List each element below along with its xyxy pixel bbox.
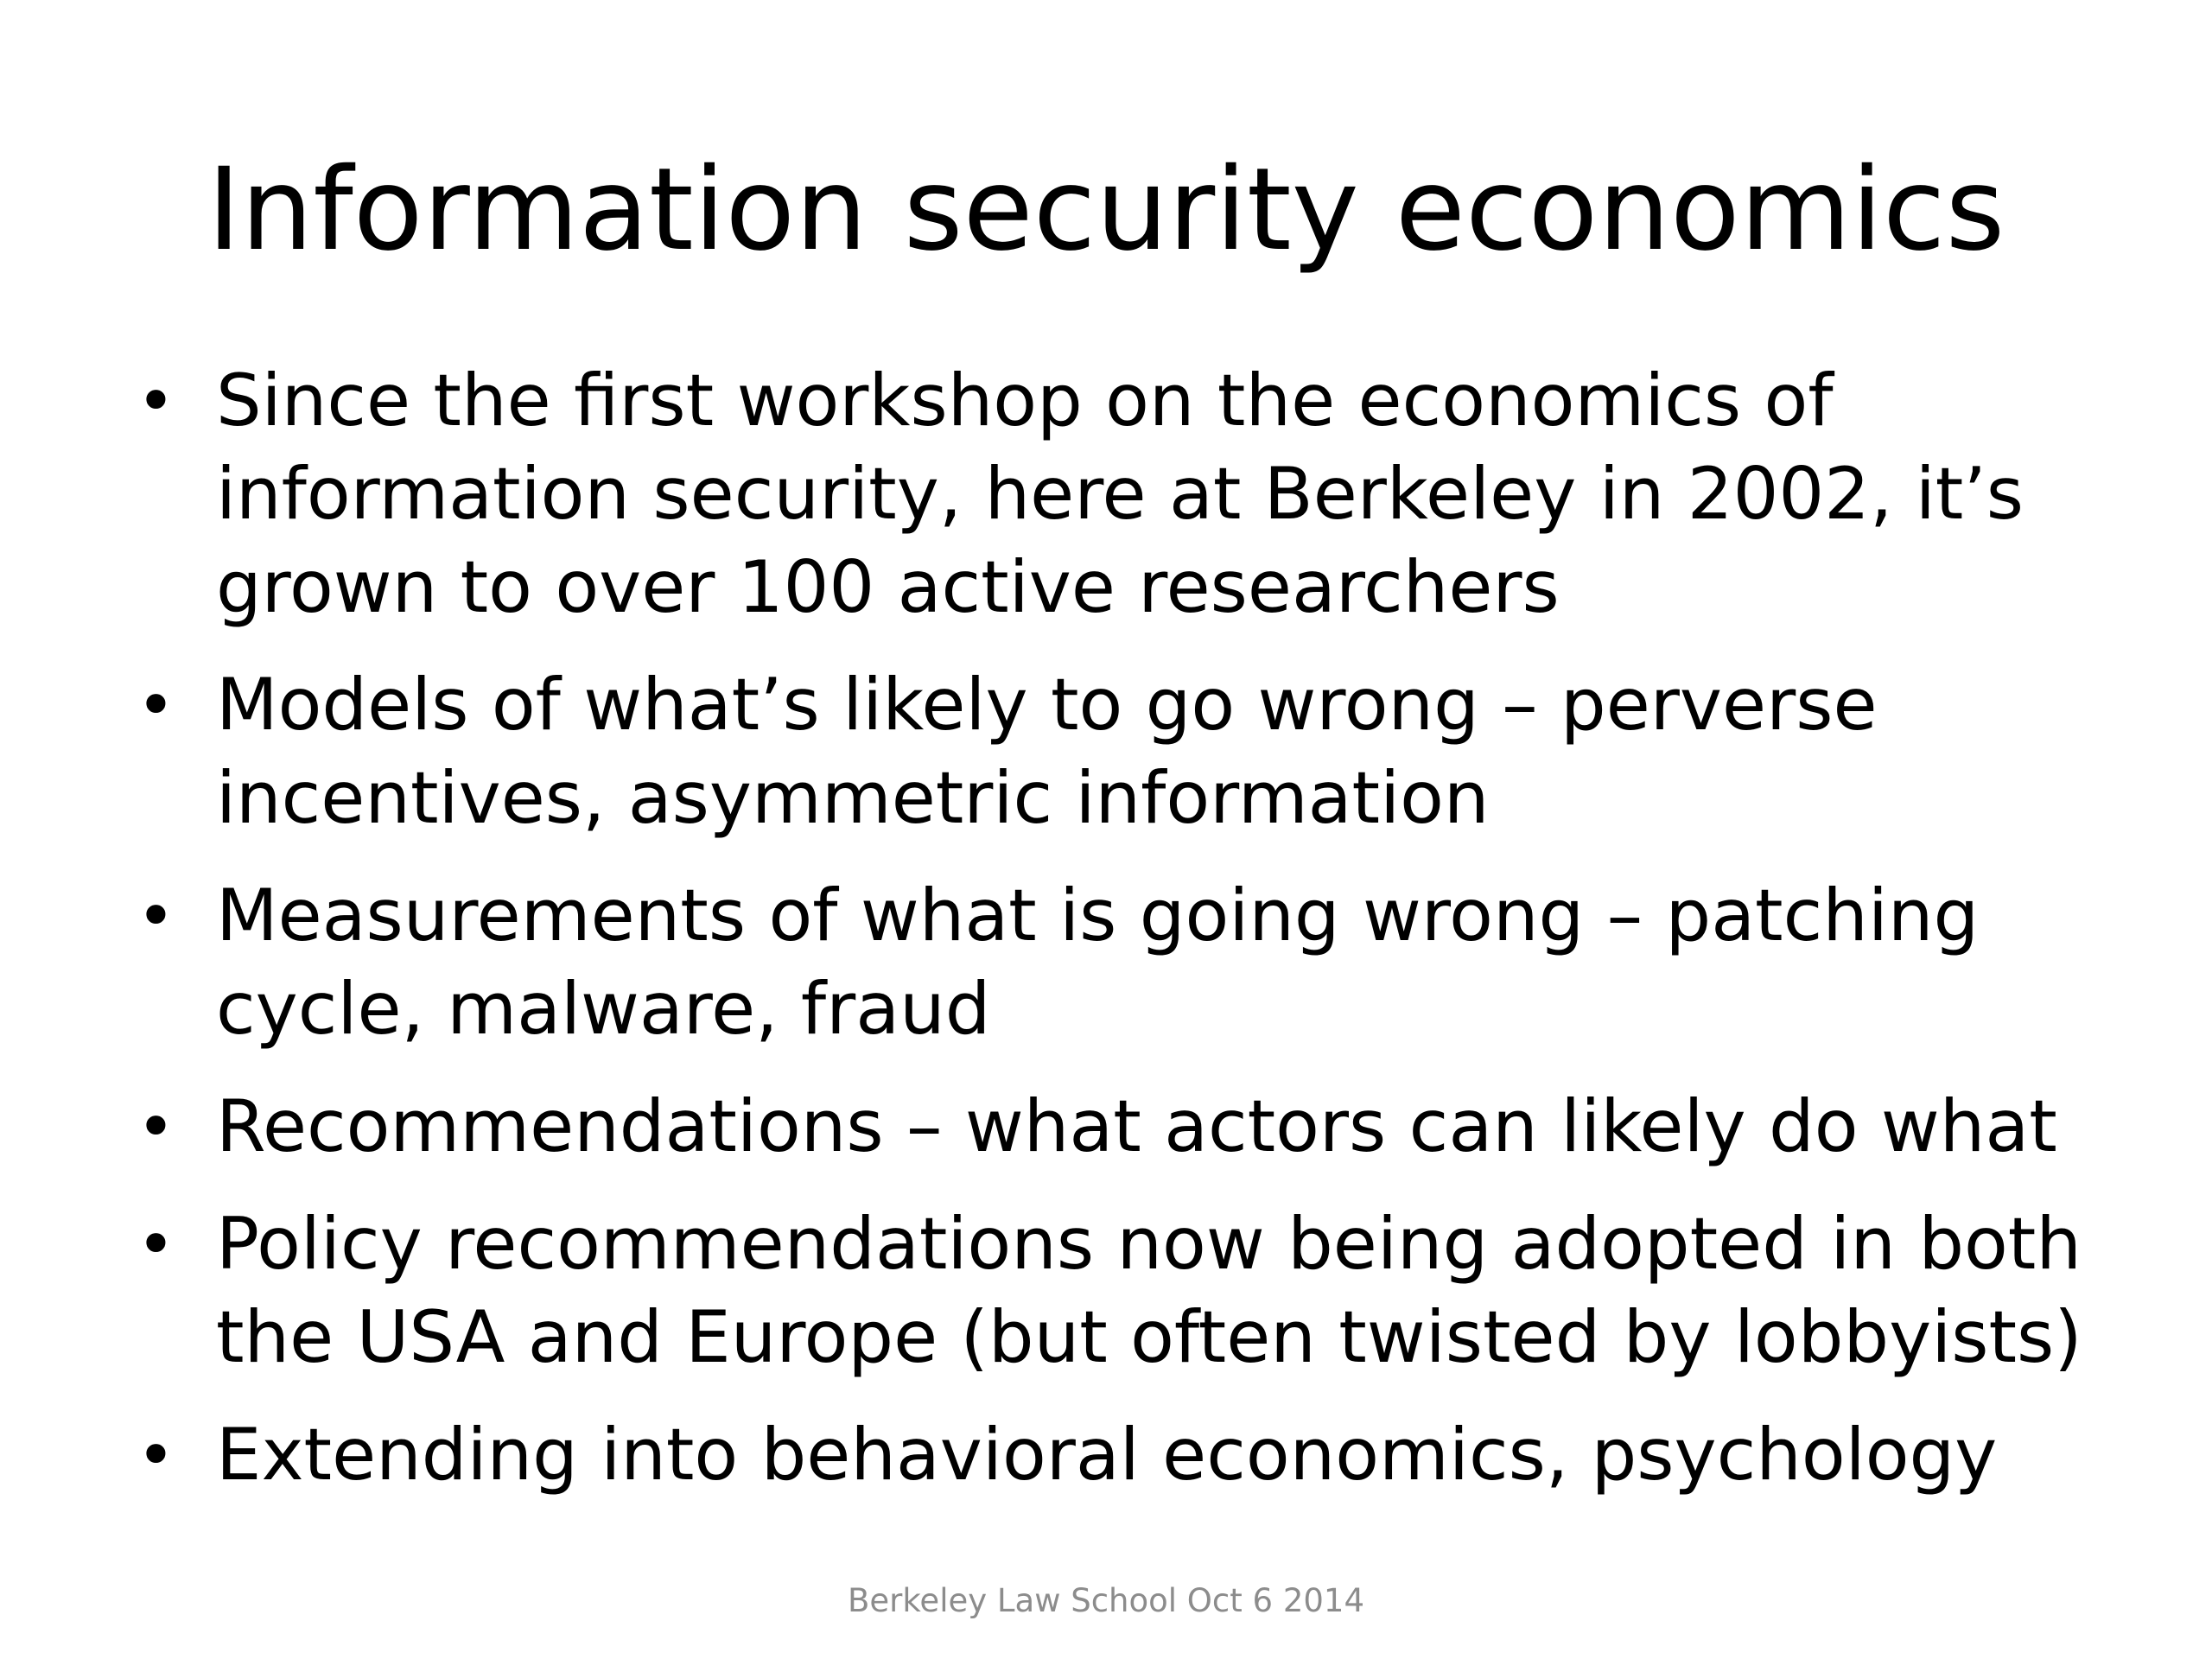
bullet-icon: •	[137, 1416, 175, 1493]
bullet-list	[130, 354, 2100, 1526]
bullet-icon: •	[137, 1205, 175, 1282]
bullet-item	[130, 1408, 2100, 1502]
bullet-item	[130, 354, 2100, 634]
bullet-text: Models of what’s likely to go wrong – perverse incentives, asymmetric information	[216, 663, 1878, 840]
bullet-icon: •	[137, 1088, 175, 1165]
slide-footer: Berkeley Law School Oct 6 2014	[847, 1582, 1365, 1619]
bullet-text: Measurements of what is going wrong – patching cycle, malware, fraud	[216, 874, 1980, 1051]
bullet-text: Extending into behavioral economics, psychology	[216, 1413, 1998, 1497]
bullet-icon: •	[137, 877, 175, 954]
bullet-item	[130, 658, 2100, 845]
bullet-text: Policy recommendations now being adopted in both the USA and Europe (but often twisted by lobbyists)	[216, 1202, 2082, 1379]
bullet-icon: •	[137, 666, 175, 743]
bullet-item	[130, 1198, 2100, 1384]
bullet-text: Since the first workshop on the economics of information security, here at Berkeley in 2002, it’s grown to over 100 active researchers	[216, 359, 2024, 629]
bullet-text: Recommendations – what actors can likely do what	[216, 1084, 2057, 1168]
bullet-icon: •	[137, 362, 175, 439]
bullet-item	[130, 869, 2100, 1056]
bullet-item	[130, 1080, 2100, 1173]
slide-title: Information security economics	[207, 143, 2005, 276]
